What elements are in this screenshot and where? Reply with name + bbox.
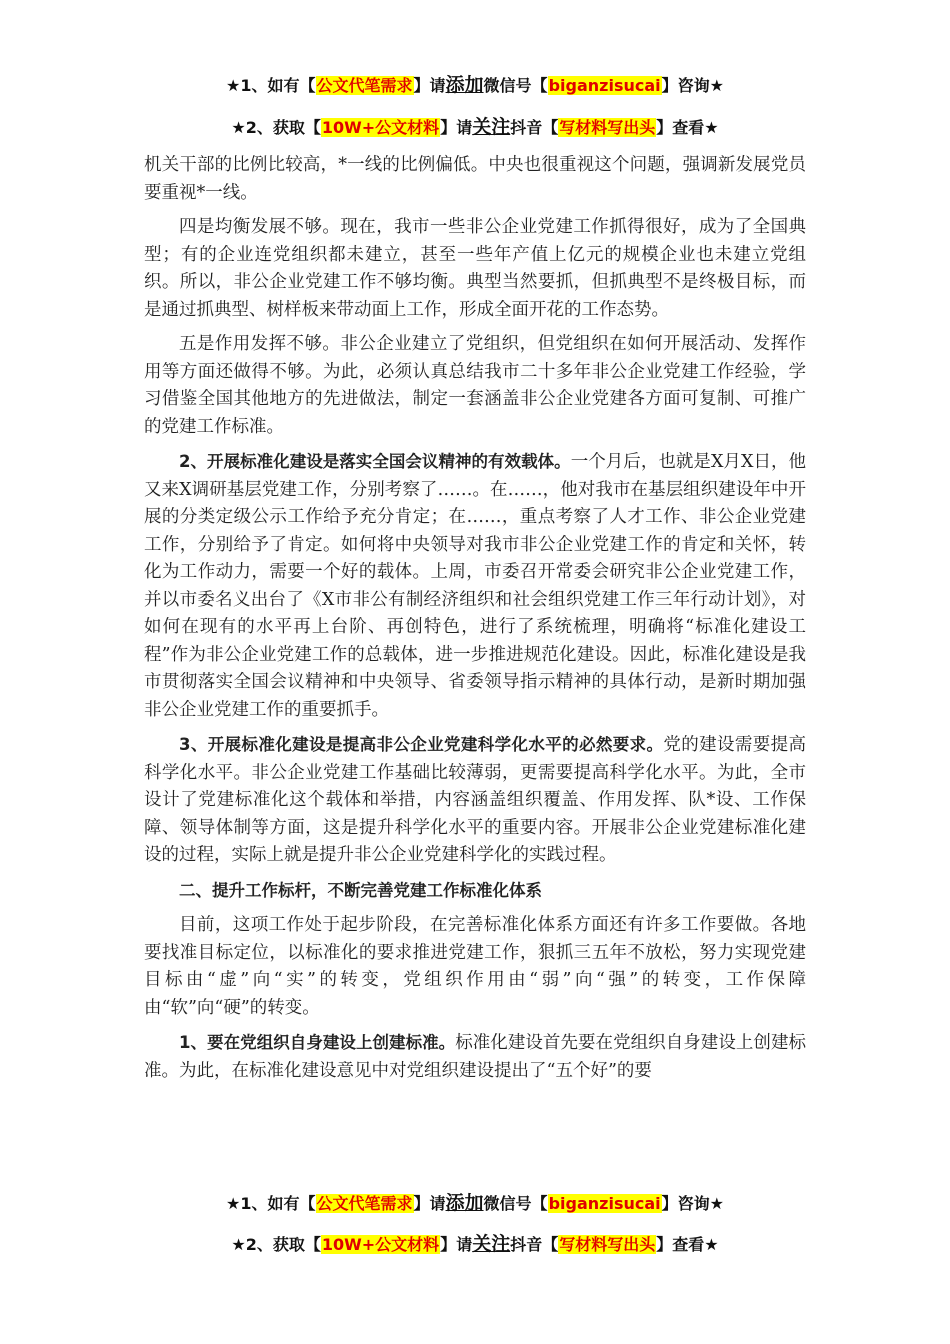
- banner-text: 】咨询★: [661, 76, 724, 95]
- paragraph-text: 四是均衡发展不够。现在，我市一些非公企业党建工作抓得很好，成为了全国典型；有的企业连党组织都未建立，甚至一些年产值上亿元的规模企业也未建立党组织。所以，非公企业党建工作不够均衡。典型当然要抓，但抓典型不是终极目标，而是通过抓典型、树样板来带动面上工作，形成全面开花的工作态势。: [144, 217, 806, 320]
- banner-text: 】请: [413, 76, 446, 95]
- banner-text: 】查看★: [656, 1235, 719, 1254]
- banner-emphasis: 添加: [445, 74, 484, 96]
- document-body: [144, 152, 806, 1092]
- banner-text: ★1、如有【: [226, 1194, 316, 1213]
- paragraph-text: 党的建设需要提高科学化水平。非公企业党建工作基础比较薄弱，更需要提高科学化水平。为此，全市设计了党建标准化这个载体和举措，内容涵盖组织覆盖、作用发挥、队*设、工作保障、领导体制等方面，这是提升科学化水平的重要内容。开展非公企业党建标准化建设的过程，实际上就是提升非公企业党建科学化的实践过程。: [144, 735, 807, 865]
- highlight-text: 公文代笔需求: [316, 76, 413, 95]
- banner-text: 抖音【: [510, 1235, 559, 1254]
- banner-text: ★1、如有【: [226, 76, 316, 95]
- paragraph-text: 机关干部的比例比较高，*一线的比例偏低。中央也很重视这个问题，强调新发展党员要重视*一线。: [144, 155, 806, 203]
- highlight-text: 写材料写出头: [559, 1235, 656, 1254]
- banner-text: 】请: [440, 1235, 473, 1254]
- banner-text: 抖音【: [510, 118, 559, 137]
- paragraph-heading: 3、开展标准化建设是提高非公企业党建科学化水平的必然要求。: [179, 735, 664, 754]
- promo-banner-top-2: [0, 112, 950, 139]
- highlight-text: biganzisucai: [548, 76, 661, 95]
- highlight-text: biganzisucai: [548, 1194, 661, 1213]
- paragraph-text: 标准化建设首先要在党组织自身建设上创建标准。为此，在标准化建设意见中对党组织建设提出了“五个好”的要: [144, 1033, 807, 1081]
- section-heading-text: 二、提升工作标杆，不断完善党建工作标准化体系: [179, 880, 542, 900]
- highlight-text: 10W+公文材料: [321, 1235, 440, 1254]
- paragraph-heading: 2、开展标准化建设是落实全国会议精神的有效载体。: [179, 452, 571, 471]
- banner-text: 】查看★: [656, 118, 719, 137]
- banner-text: ★2、获取【: [231, 1235, 321, 1254]
- banner-text: 】咨询★: [661, 1194, 724, 1213]
- paragraph: [144, 1029, 806, 1085]
- paragraph: [144, 331, 806, 441]
- banner-text: 】请: [413, 1194, 446, 1213]
- section-heading: [144, 877, 806, 906]
- banner-text: 】请: [440, 118, 473, 137]
- banner-text: 微信号【: [483, 1194, 548, 1213]
- banner-emphasis: 关注: [472, 116, 511, 138]
- highlight-text: 10W+公文材料: [321, 118, 440, 137]
- paragraph: [144, 912, 806, 1022]
- paragraph-text: 五是作用发挥不够。非公企业建立了党组织，但党组织在如何开展活动、发挥作用等方面还做得不够。为此，必须认真总结我市二十多年非公企业党建工作经验，学习借鉴全国其他地方的先进做法，制定一套涵盖非公企业党建各方面可复制、可推广的党建工作标准。: [144, 334, 806, 437]
- banner-emphasis: 关注: [472, 1233, 511, 1255]
- highlight-text: 写材料写出头: [559, 118, 656, 137]
- paragraph: [144, 152, 806, 207]
- promo-banner-bottom-1: [0, 1188, 950, 1215]
- banner-text: ★2、获取【: [231, 118, 321, 137]
- promo-banner-bottom-2: [0, 1229, 950, 1256]
- paragraph: [144, 214, 806, 324]
- paragraph: [144, 448, 806, 724]
- banner-text: 微信号【: [483, 76, 548, 95]
- paragraph-text: 目前，这项工作处于起步阶段，在完善标准化体系方面还有许多工作要做。各地要找准目标定位，以标准化的要求推进党建工作，狠抓三五年不放松，努力实现党建目标由“虚”向“实”的转变，党组织作用由“弱”向“强”的转变，工作保障由“软”向“硬”的转变。: [144, 915, 806, 1018]
- highlight-text: 公文代笔需求: [316, 1194, 413, 1213]
- paragraph-heading: 1、要在党组织自身建设上创建标准。: [179, 1033, 456, 1052]
- banner-emphasis: 添加: [445, 1192, 484, 1214]
- paragraph: [144, 731, 806, 870]
- paragraph-text: 一个月后，也就是X月X日，他又来X调研基层党建工作，分别考察了……。在……，他对我市在基层组织建设年中开展的分类定级公示工作给予充分肯定；在……，重点考察了人才工作、非公企业党建工作，分别给予了肯定。如何将中央领导对我市非公企业党建工作的肯定和关怀，转化为工作动力，需要一个好的载体。上周，市委召开常委会研究非公企业党建工作，并以市委名义出台了《X市非公有制经济组织和社会组织党建工作三年行动计划》，对如何在现有的水平再上台阶、再创特色，进行了系统梳理，明确将“标准化建设工程”作为非公企业党建工作的总载体，进一步推进规范化建设。因此，标准化建设是我市贯彻落实全国会议精神和中央领导、省委领导指示精神的具体行动，是新时期加强非公企业党建工作的重要抓手。: [144, 452, 807, 720]
- promo-banner-top-1: [0, 70, 950, 97]
